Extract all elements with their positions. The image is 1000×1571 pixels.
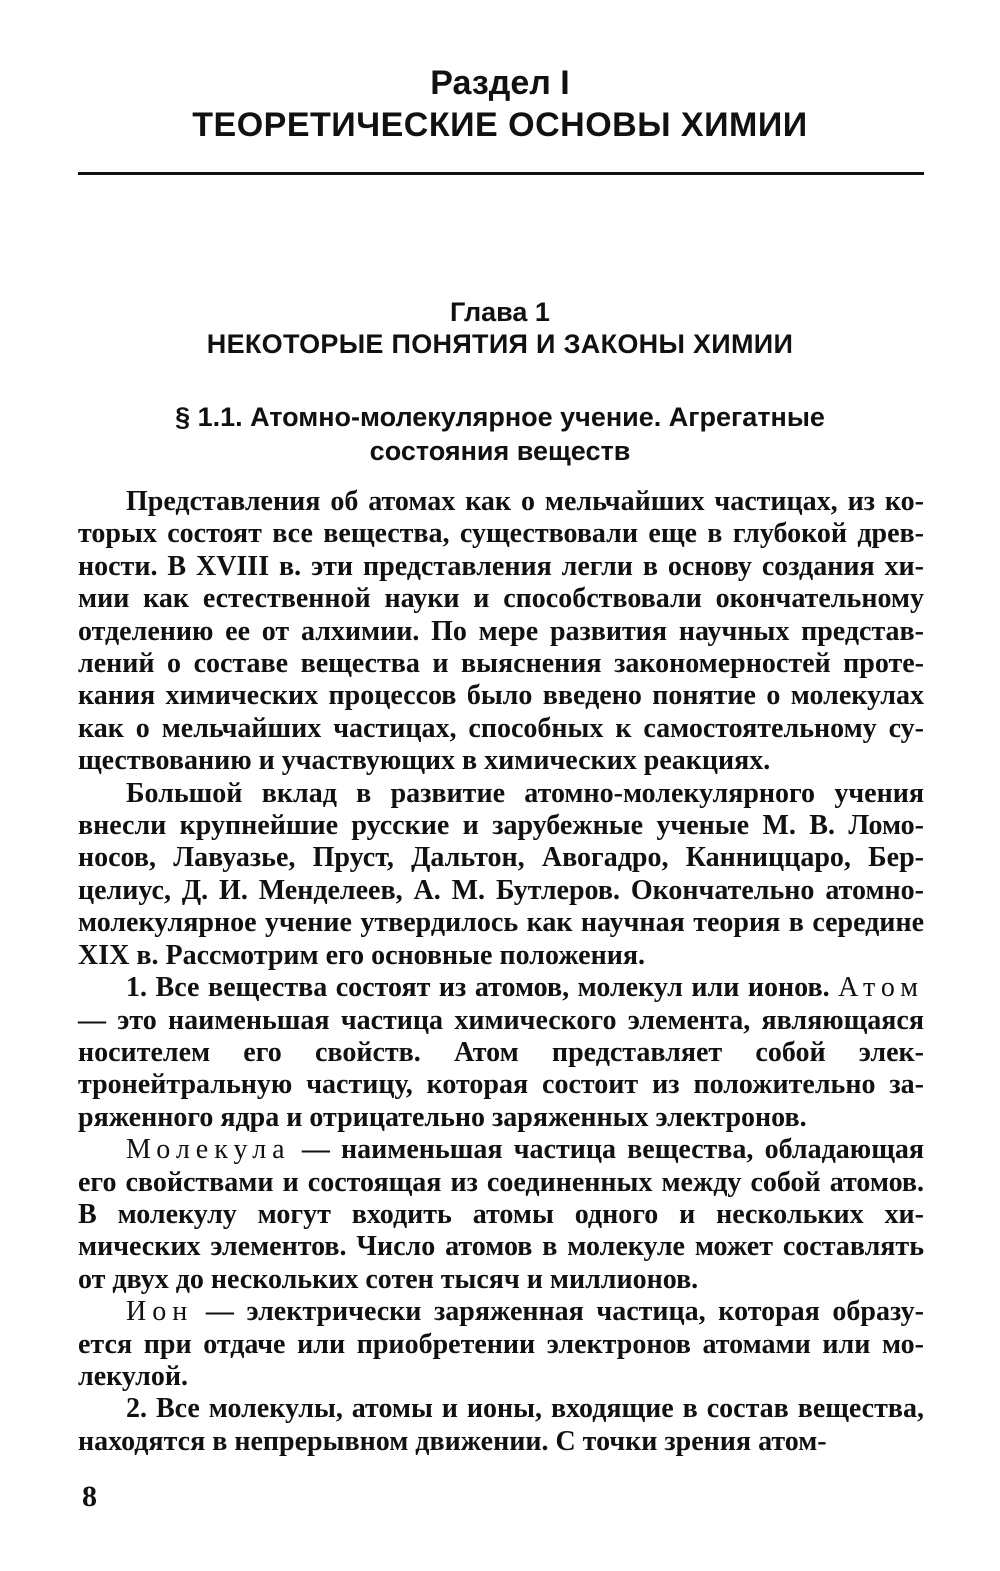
body-paragraph-3: [78, 972, 924, 1134]
section-label: Раздел I: [430, 64, 570, 102]
paragraph-heading: [0, 400, 1000, 468]
body-paragraph-3-rest: — это наименьшая частица химического элемента, являющаяся носителем его свойств. Атом представляет собой электронейтральную частицу, которая состоит из положительно заряженного ядра и отрицательно заряженных электронов.: [78, 1004, 924, 1133]
body-paragraph-3-intro: 1. Все вещества состоят из атомов, молекул или ионов.: [126, 972, 830, 1004]
body-paragraph-6: 2. Все молекулы, атомы и ионы, входящие в состав вещества, находятся в непрерывном движении. С точки зрения атом-: [78, 1393, 924, 1457]
body-paragraph-5: [78, 1296, 924, 1393]
page-number: 8: [82, 1480, 97, 1513]
body-paragraph-5-rest: — электрически заряженная частица, которая образуется при отдаче или приобретении электронов атомами или молекулой.: [78, 1296, 924, 1392]
body-paragraph-2: Большой вклад в развитие атомно-молекулярного учения внесли крупнейшие русские и зарубежные ученые М. В. Ломоносов, Лавуазье, Пруст, Дальтон, Авогадро, Канниццаро, Берцелиус, Д. И. Менделеев, А. М. Бутлеров. Окончательно атомно-молекулярное учение утвердилось как научная теория в середине XIX в. Рассмотрим его основные положения.: [78, 777, 924, 971]
chapter-title: НЕКОТОРЫЕ ПОНЯТИЯ И ЗАКОНЫ ХИМИИ: [206, 329, 794, 359]
term-molecule: Молекула: [126, 1134, 291, 1166]
chapter-label: Глава 1: [450, 297, 550, 327]
paragraph-heading-line-1: § 1.1. Атомно-молекулярное учение. Агрегатные: [175, 402, 825, 432]
body-paragraph-1: Представления об атомах как о мельчайших частицах, из которых состоят все вещества, существовали еще в глубокой древности. В XVIII в. эти представления легли в основу создания химии как естественной науки и способствовали окончательному отделению ее от алхимии. По мере развития научных представлений о составе вещества и выяснения закономерностей протекания химических процессов было введено понятие о молекулах как о мельчайших частицах, способных к самостоятельному существованию и участвующих в химических реакциях.: [78, 486, 924, 777]
paragraph-heading-line-2: состояния веществ: [369, 436, 631, 466]
body-paragraph-4-rest: — наименьшая частица вещества, обладающая его свойствами и состоящая из соединенных между собой атомов. В молекулу могут входить атомы одного и нескольких химических элементов. Число атомов в молекуле может составлять от двух до нескольких сотен тысяч и миллионов.: [78, 1134, 924, 1295]
section-divider: [78, 172, 924, 175]
body-text: [78, 486, 924, 1458]
section-title: ТЕОРЕТИЧЕСКИЕ ОСНОВЫ ХИМИИ: [192, 106, 808, 144]
term-atom: Атом: [838, 972, 925, 1004]
body-paragraph-4: [78, 1134, 924, 1296]
term-ion: Ион: [126, 1296, 194, 1328]
